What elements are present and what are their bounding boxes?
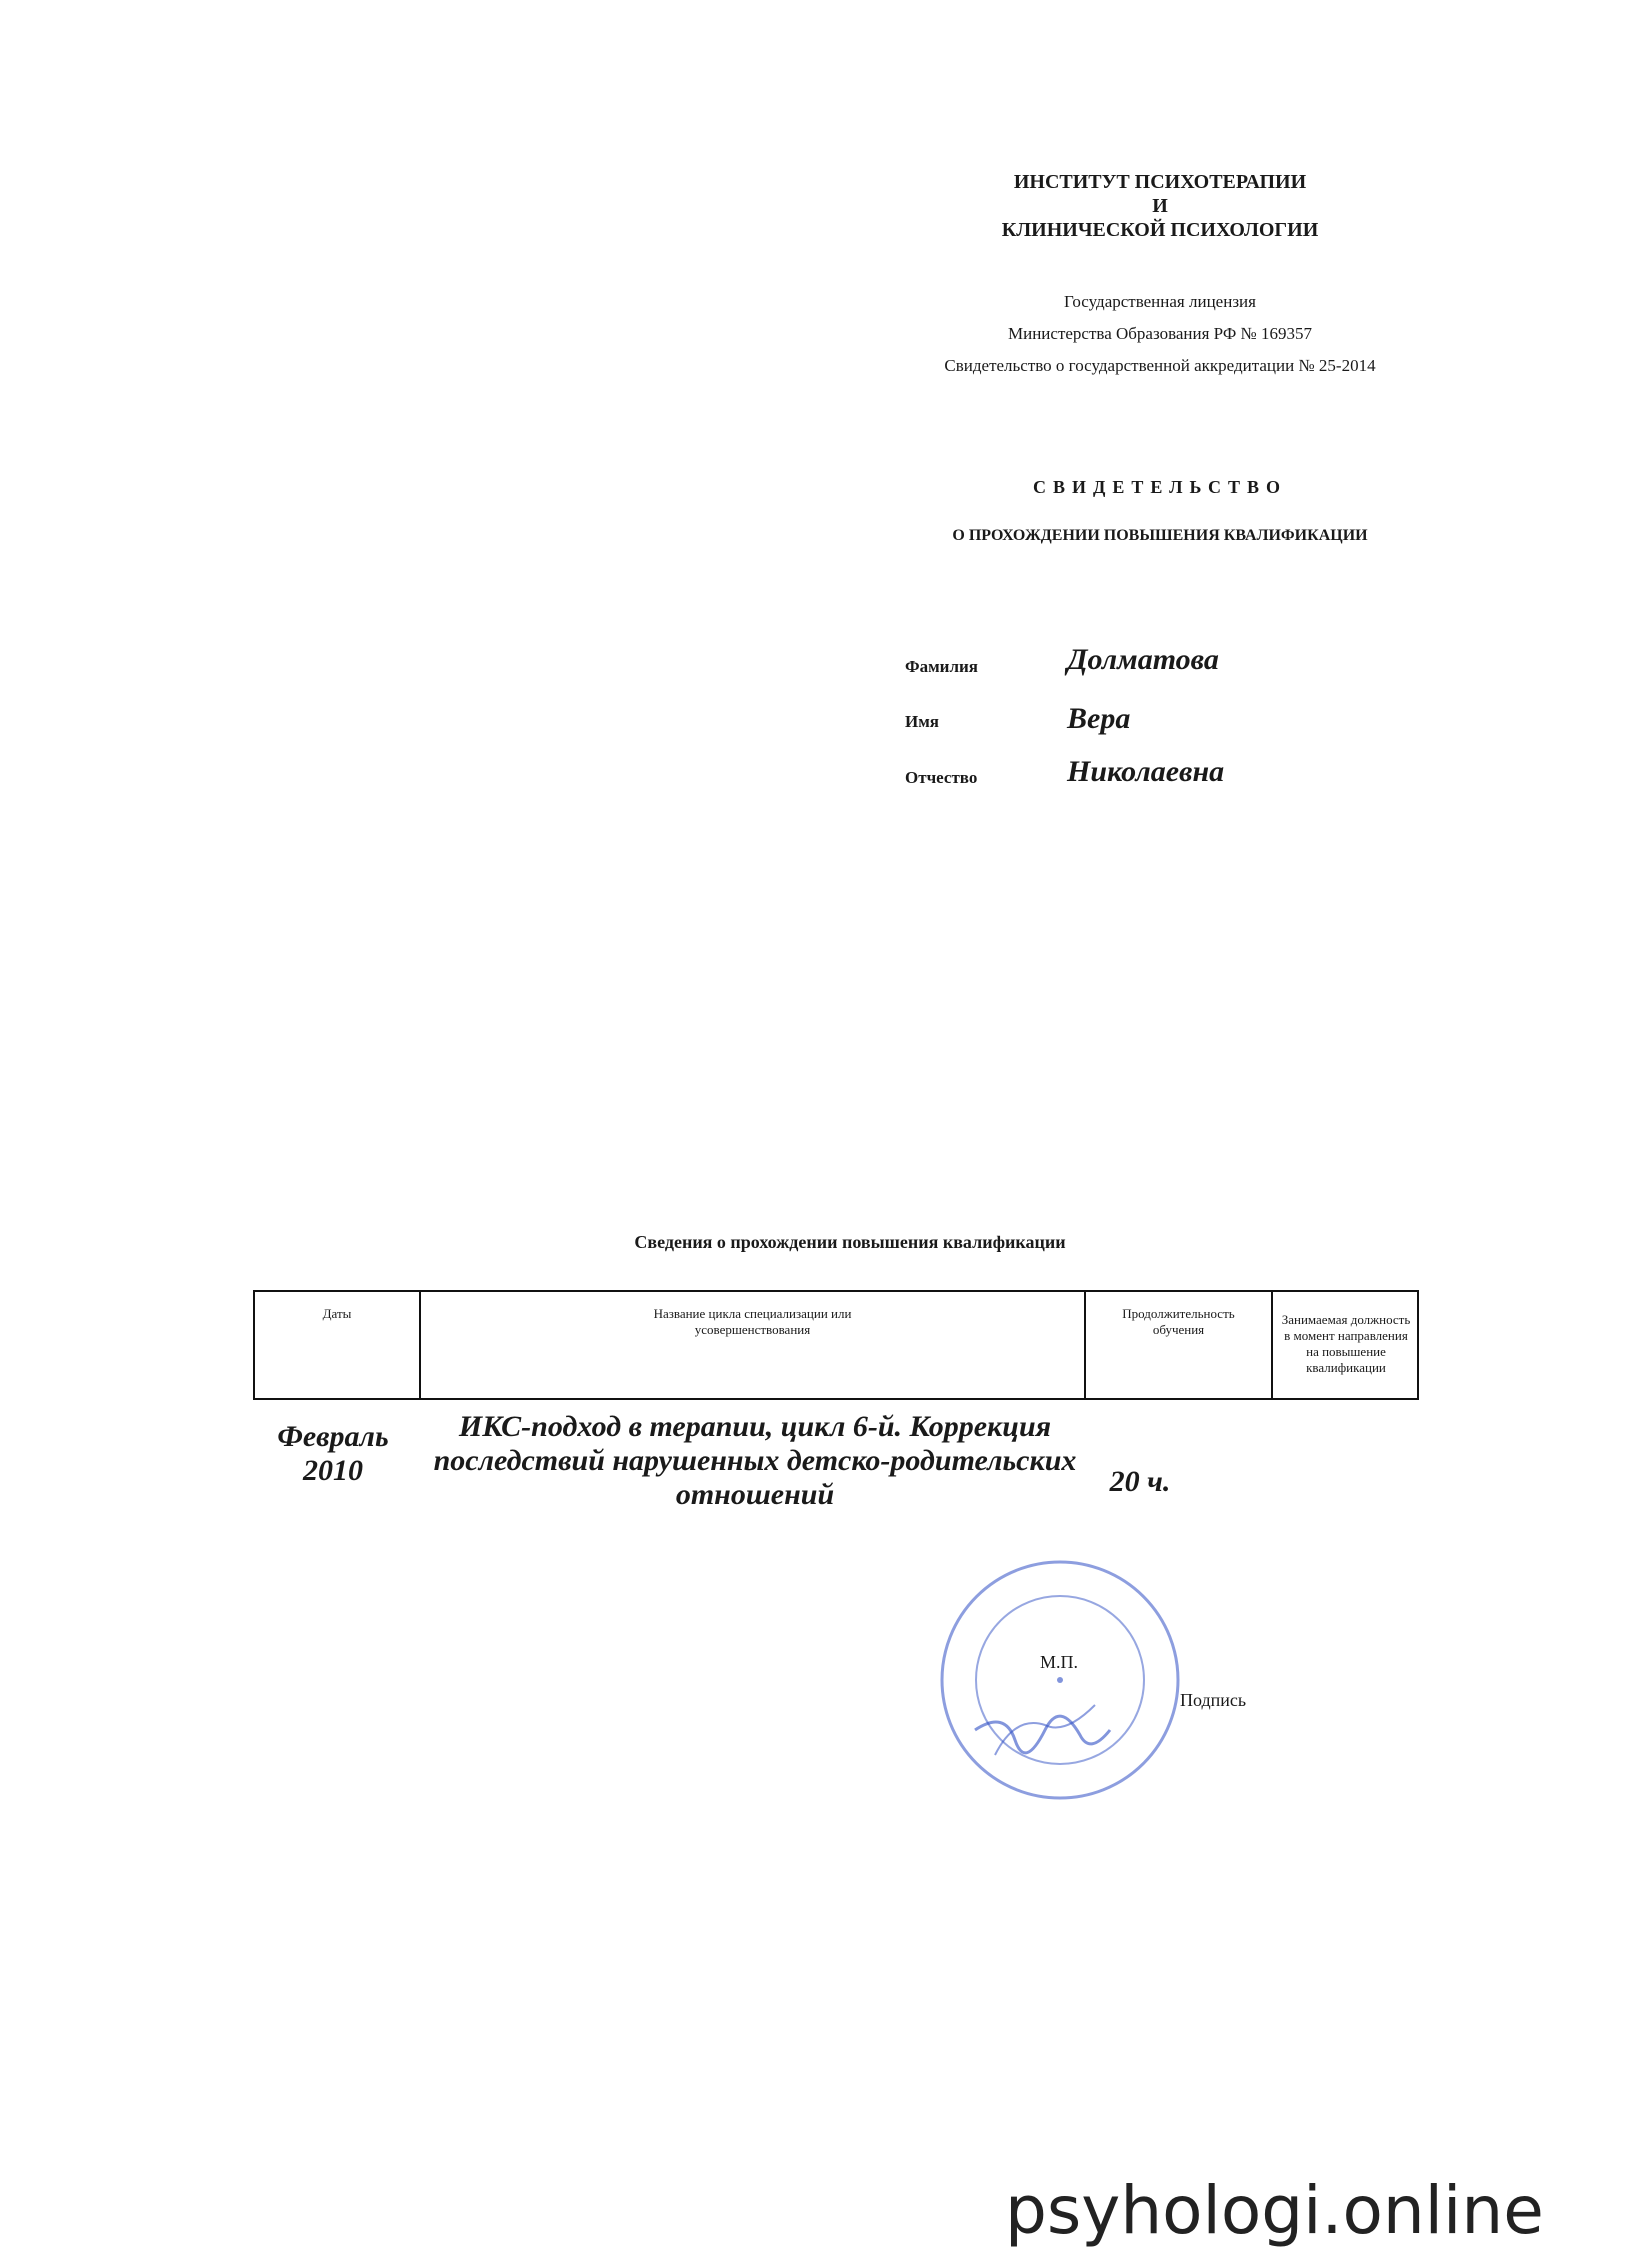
institute-line-3: КЛИНИЧЕСКОЙ ПСИХОЛОГИИ bbox=[1001, 219, 1319, 241]
name-value: Вера bbox=[1067, 702, 1131, 735]
stamp-label: М.П. bbox=[1040, 1652, 1079, 1672]
header-duration: Продолжительность обучения bbox=[1086, 1292, 1273, 1398]
license-line-2: Министерства Образования РФ № 169357 bbox=[1007, 324, 1313, 343]
institute-name bbox=[860, 170, 1460, 242]
row-date: Февраль 2010 bbox=[277, 1420, 389, 1487]
header-position: Занимаемая должность в момент направления на повышение квалификации bbox=[1281, 1312, 1411, 1375]
surname-value: Долматова bbox=[1067, 643, 1219, 676]
patronymic-value: Николаевна bbox=[1067, 755, 1225, 788]
signature-label: Подпись bbox=[1180, 1690, 1247, 1710]
certificate-title: СВИДЕТЕЛЬСТВО bbox=[1032, 477, 1288, 497]
license-line-3: Свидетельство о государственной аккредитации № 25-2014 bbox=[944, 356, 1376, 375]
name-label: Имя bbox=[905, 712, 939, 731]
institute-line-2: И bbox=[1152, 195, 1168, 217]
qualification-table-header bbox=[253, 1290, 1419, 1400]
row-course-name: ИКС-подход в терапии, цикл 6-й. Коррекция последствий нарушенных детско-родительских отношений bbox=[433, 1410, 1077, 1511]
license-line-1: Государственная лицензия bbox=[1064, 292, 1256, 311]
row-duration: 20 ч. bbox=[1109, 1465, 1171, 1498]
patronymic-label: Отчество bbox=[905, 768, 978, 787]
surname-label: Фамилия bbox=[905, 657, 979, 676]
institute-line-1: ИНСТИТУТ ПСИХОТЕРАПИИ bbox=[1013, 171, 1307, 193]
watermark-text: psyhologi.online bbox=[1005, 2172, 1544, 2249]
certificate-subtitle: О ПРОХОЖДЕНИИ ПОВЫШЕНИЯ КВАЛИФИКАЦИИ bbox=[952, 527, 1368, 544]
header-course-name: Название цикла специализации или усовершенствования bbox=[421, 1292, 1086, 1398]
table-caption: Сведения о прохождении повышения квалификации bbox=[634, 1232, 1066, 1252]
institute-stamp-icon bbox=[935, 1555, 1185, 1805]
header-dates: Даты bbox=[255, 1292, 421, 1398]
license-info bbox=[840, 286, 1480, 382]
